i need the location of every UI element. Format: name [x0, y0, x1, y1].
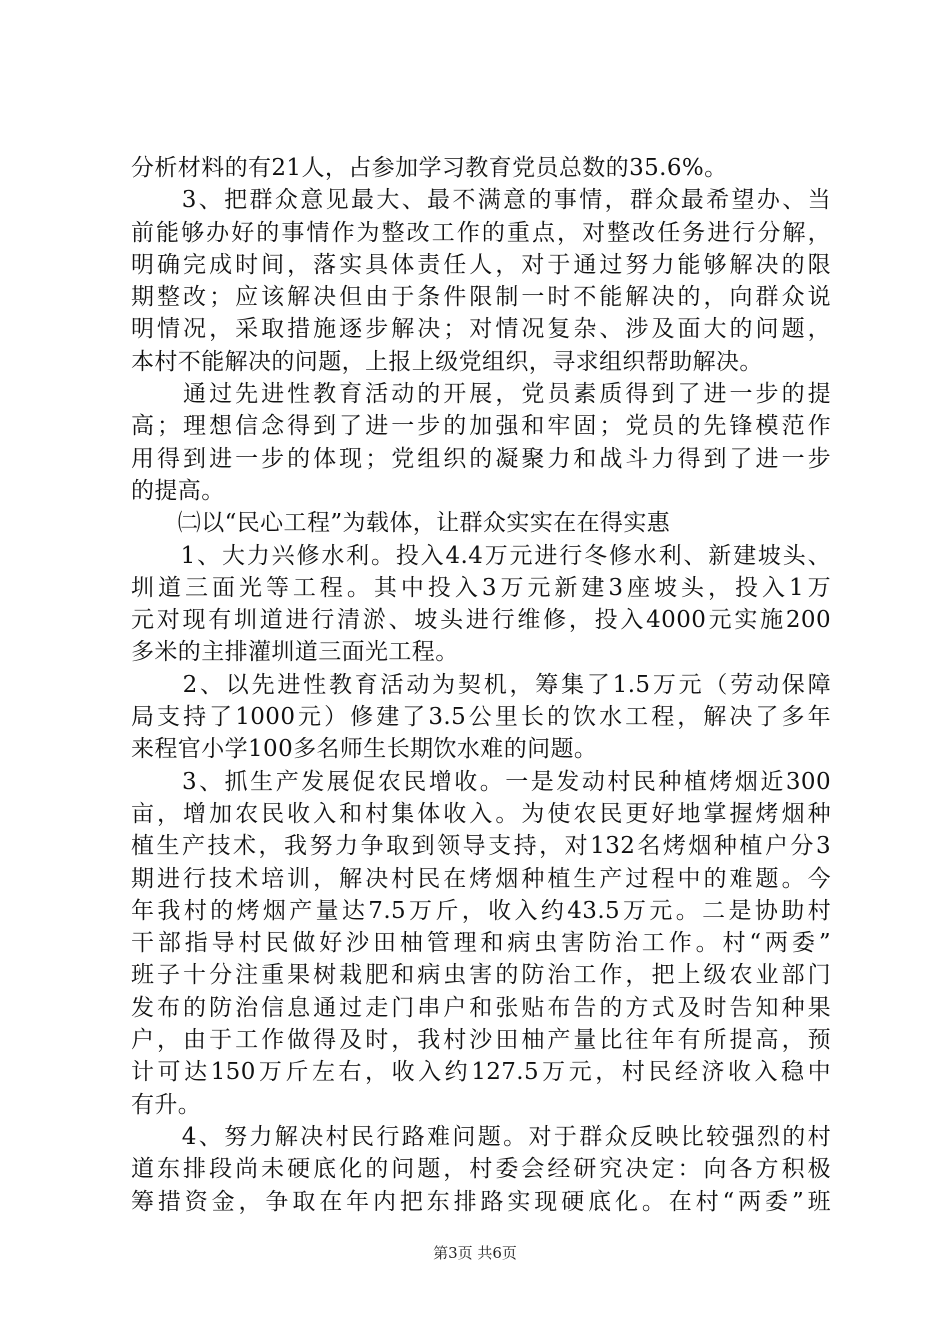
text-line: 明确完成时间，落实具体责任人，对于通过努力能够解决的限	[131, 251, 831, 278]
text-line: ㈡以“民心工程”为载体，让群众实实在在得实惠	[131, 510, 671, 537]
text-line: 亩，增加农民收入和村集体收入。为使农民更好地掌握烤烟种	[131, 800, 831, 827]
text-line: 计可达150万斤左右，收入约127.5万元，村民经济收入稳中	[131, 1059, 831, 1086]
text-line: 用得到进一步的体现；党组织的凝聚力和战斗力得到了进一步	[131, 445, 831, 472]
text-line: 年我村的烤烟产量达7.5万斤，收入约43.5万元。二是协助村	[131, 897, 831, 924]
text-line: 的提高。	[131, 477, 225, 504]
document-body	[131, 152, 831, 1218]
page-footer: 第3页 共6页	[433, 1244, 517, 1262]
text-line: 期进行技术培训，解决村民在烤烟种植生产过程中的难题。今	[131, 865, 831, 892]
text-line: 圳道三面光等工程。其中投入3万元新建3座坡头，投入1万	[131, 574, 831, 601]
text-line: 3、抓生产发展促农民增收。一是发动村民种植烤烟近300	[131, 768, 831, 795]
text-line: 有升。	[131, 1091, 202, 1118]
text-line: 明情况，采取措施逐步解决；对情况复杂、涉及面大的问题，	[131, 316, 831, 343]
text-line: 发布的防治信息通过走门串户和张贴布告的方式及时告知种果	[131, 994, 831, 1021]
text-line: 户，由于工作做得及时，我村沙田柚产量比往年有所提高，预	[131, 1027, 831, 1054]
text-line: 高；理想信念得到了进一步的加强和牢固；党员的先锋模范作	[131, 413, 831, 440]
text-line: 植生产技术，我努力争取到领导支持，对132名烤烟种植户分3	[131, 833, 831, 860]
text-line: 来程官小学100多名师生长期饮水难的问题。	[131, 736, 598, 763]
text-line: 2、以先进性教育活动为契机，筹集了1.5万元（劳动保障	[131, 671, 831, 698]
text-line: 1、大力兴修水利。投入4.4万元进行冬修水利、新建坡头、	[131, 542, 831, 569]
text-line: 通过先进性教育活动的开展，党员素质得到了进一步的提	[131, 381, 831, 408]
text-line: 前能够办好的事情作为整改工作的重点，对整改任务进行分解，	[131, 219, 831, 246]
text-line: 局支持了1000元）修建了3.5公里长的饮水工程，解决了多年	[131, 704, 831, 731]
text-line: 道东排段尚未硬底化的问题，村委会经研究决定：向各方积极	[131, 1156, 831, 1183]
text-line: 4、努力解决村民行路难问题。对于群众反映比较强烈的村	[131, 1123, 831, 1150]
text-line: 本村不能解决的问题，上报上级党组织，寻求组织帮助解决。	[131, 348, 763, 375]
text-line: 班子十分注重果树栽肥和病虫害的防治工作，把上级农业部门	[131, 962, 831, 989]
text-line: 干部指导村民做好沙田柚管理和病虫害防治工作。村“两委”	[131, 930, 831, 957]
text-line: 期整改；应该解决但由于条件限制一时不能解决的，向群众说	[131, 284, 831, 311]
text-line: 元对现有圳道进行清淤、坡头进行维修，投入4000元实施200	[131, 607, 831, 634]
text-line: 筹措资金，争取在年内把东排路实现硬底化。在村“两委”班	[131, 1188, 831, 1215]
text-line: 3、把群众意见最大、最不满意的事情，群众最希望办、当	[131, 187, 831, 214]
text-line: 多米的主排灌圳道三面光工程。	[131, 639, 459, 666]
text-line: 分析材料的有21人，占参加学习教育党员总数的35.6%。	[131, 155, 728, 181]
